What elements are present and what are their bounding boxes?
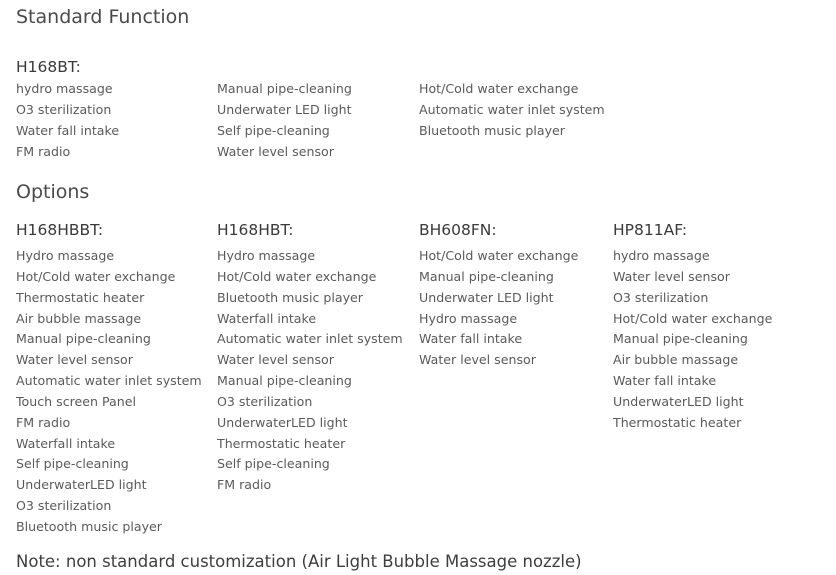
feature-item: Water fall intake bbox=[419, 331, 523, 347]
feature-item: Manual pipe-cleaning bbox=[613, 331, 748, 347]
feature-item: Air bubble massage bbox=[16, 310, 142, 326]
feature-item: O3 sterilization bbox=[16, 498, 112, 514]
feature-item: Hot/Cold water exchange bbox=[419, 248, 579, 263]
option-column-h168hbt bbox=[217, 246, 403, 496]
feature-item: Water level sensor bbox=[217, 143, 334, 159]
feature-item: Water fall intake bbox=[16, 122, 120, 138]
feature-item: Water fall intake bbox=[613, 373, 717, 389]
feature-item: Self pipe-cleaning bbox=[217, 122, 330, 138]
feature-item: Automatic water inlet system bbox=[16, 373, 202, 389]
option-model-name: H168HBBT: bbox=[16, 221, 104, 239]
feature-item: UnderwaterLED light bbox=[217, 414, 348, 430]
feature-item: Hot/Cold water exchange bbox=[217, 268, 377, 284]
feature-item: Thermostatic heater bbox=[613, 414, 742, 430]
feature-item: Self pipe-cleaning bbox=[217, 456, 330, 472]
feature-item: O3 sterilization bbox=[217, 393, 313, 409]
standard-column-1 bbox=[16, 79, 119, 162]
feature-item: Bluetooth music player bbox=[419, 122, 565, 138]
standard-model-name: H168BT: bbox=[16, 58, 81, 76]
feature-item: O3 sterilization bbox=[613, 289, 709, 305]
feature-item: Touch screen Panel bbox=[16, 393, 136, 409]
feature-item: Manual pipe-cleaning bbox=[419, 268, 554, 284]
feature-item: UnderwaterLED light bbox=[613, 393, 744, 409]
feature-item: Water level sensor bbox=[419, 352, 536, 368]
standard-function-title: Standard Function bbox=[16, 6, 190, 28]
feature-item: Hot/Cold water exchange bbox=[613, 310, 773, 326]
feature-item: Manual pipe-cleaning bbox=[16, 331, 151, 347]
feature-item: Water level sensor bbox=[16, 352, 133, 368]
feature-item: Hot/Cold water exchange bbox=[419, 81, 579, 96]
feature-item: FM radio bbox=[16, 143, 71, 159]
option-model-name: HP811AF: bbox=[613, 221, 688, 239]
feature-item: Waterfall intake bbox=[16, 435, 116, 451]
feature-item: Hydro massage bbox=[217, 248, 316, 263]
feature-item: Automatic water inlet system bbox=[217, 331, 403, 347]
feature-item: UnderwaterLED light bbox=[16, 477, 147, 493]
feature-item: O3 sterilization bbox=[16, 101, 112, 117]
feature-item: Hydro massage bbox=[16, 248, 115, 263]
feature-item: Thermostatic heater bbox=[217, 435, 346, 451]
standard-column-2 bbox=[217, 79, 352, 162]
feature-item: Bluetooth music player bbox=[217, 289, 363, 305]
standard-column-3 bbox=[419, 79, 605, 142]
option-column-h168hbbt bbox=[16, 246, 202, 538]
feature-item: hydro massage bbox=[613, 248, 710, 263]
option-column-hp811af bbox=[613, 246, 772, 434]
feature-item: Underwater LED light bbox=[217, 101, 352, 117]
feature-item: Water level sensor bbox=[217, 352, 334, 368]
options-title: Options bbox=[16, 181, 90, 203]
feature-item: Hydro massage bbox=[419, 310, 518, 326]
feature-item: FM radio bbox=[16, 414, 71, 430]
feature-item: Manual pipe-cleaning bbox=[217, 373, 352, 389]
feature-item: Thermostatic heater bbox=[16, 289, 145, 305]
feature-item: Automatic water inlet system bbox=[419, 101, 605, 117]
option-column-bh608fn bbox=[419, 246, 578, 371]
feature-item: hydro massage bbox=[16, 81, 113, 96]
feature-item: Manual pipe-cleaning bbox=[217, 81, 352, 96]
feature-item: Water level sensor bbox=[613, 268, 730, 284]
customization-note: Note: non standard customization (Air Light Bubble Massage nozzle) bbox=[16, 552, 582, 571]
feature-item: Underwater LED light bbox=[419, 289, 554, 305]
feature-item: Air bubble massage bbox=[613, 352, 739, 368]
option-model-name: BH608FN: bbox=[419, 221, 497, 239]
feature-item: Self pipe-cleaning bbox=[16, 456, 129, 472]
feature-item: Hot/Cold water exchange bbox=[16, 268, 176, 284]
feature-item: FM radio bbox=[217, 477, 272, 493]
feature-item: Bluetooth music player bbox=[16, 518, 162, 534]
feature-item: Waterfall intake bbox=[217, 310, 317, 326]
option-model-name: H168HBT: bbox=[217, 221, 294, 239]
